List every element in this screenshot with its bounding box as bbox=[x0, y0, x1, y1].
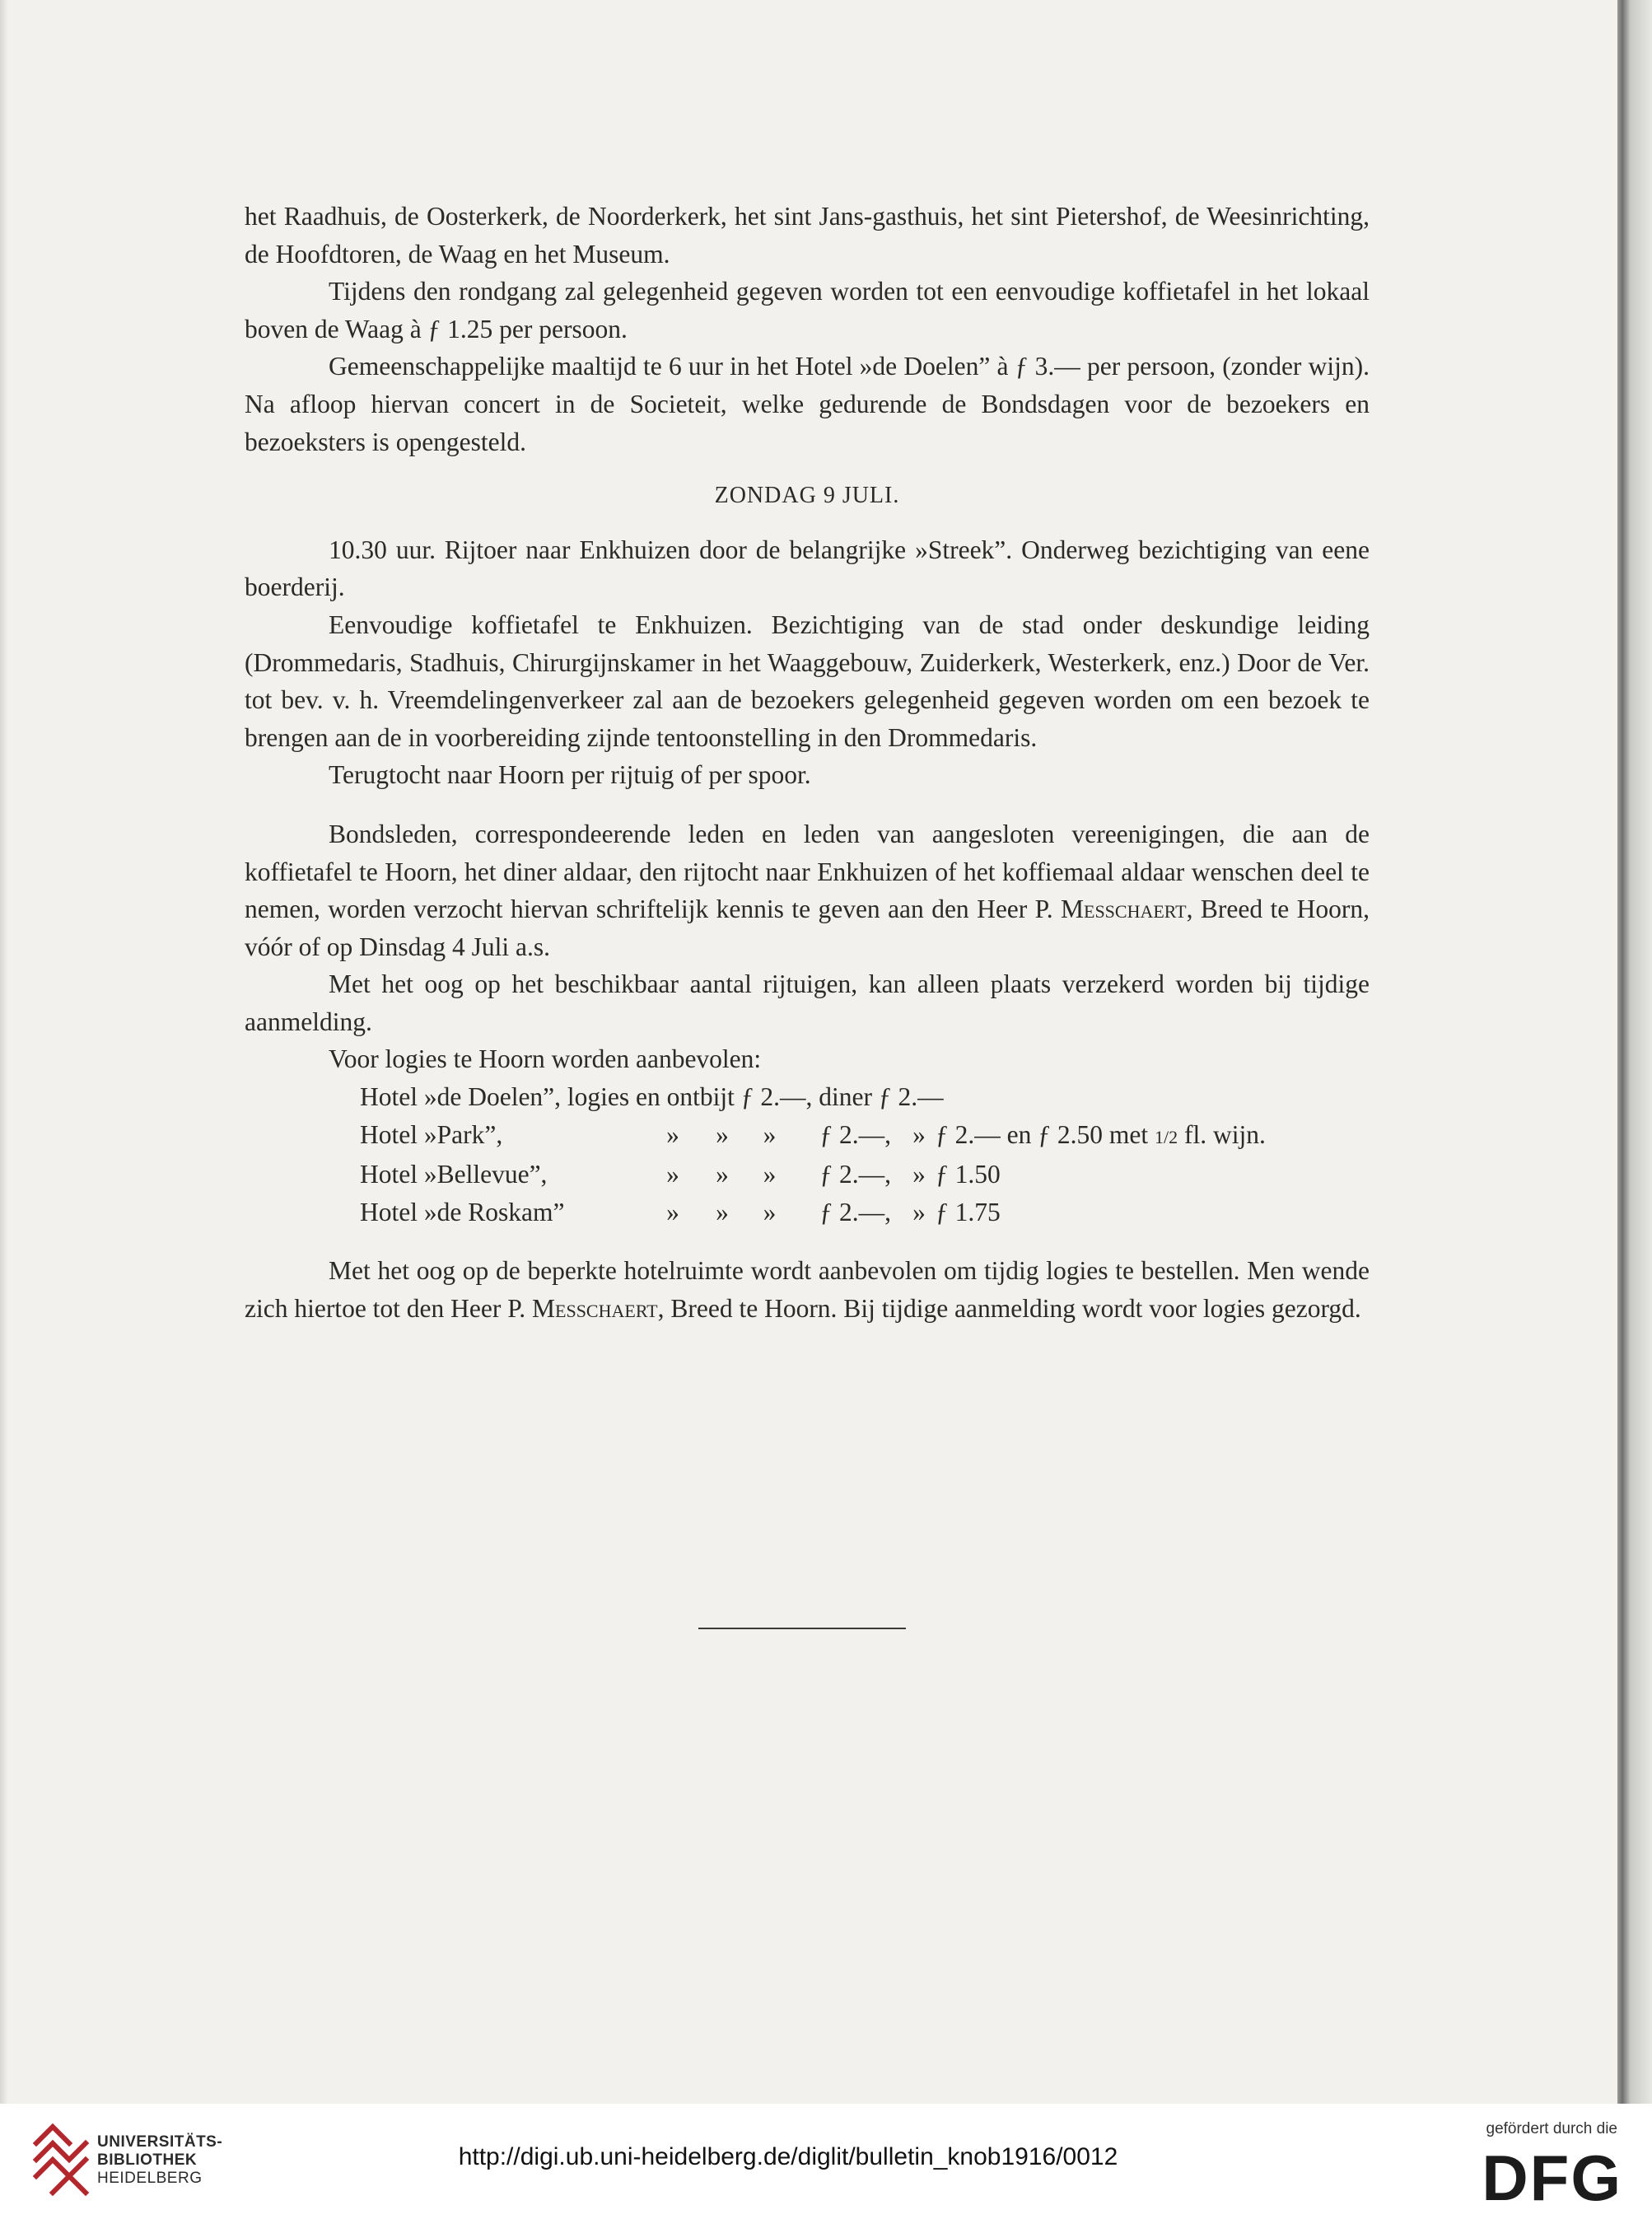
section-divider bbox=[698, 1628, 906, 1629]
hotel-row bbox=[360, 1116, 1370, 1156]
hotel-name: Hotel »Bellevue”, bbox=[360, 1160, 548, 1189]
ditto-mark: » bbox=[716, 1160, 729, 1189]
hotel-entry: Hotel »de Doelen”, logies en ontbijt ƒ 2.—, diner ƒ 2.— bbox=[360, 1082, 944, 1112]
logies-price: ƒ 2.—, bbox=[819, 1197, 891, 1226]
ditto-mark: » bbox=[912, 1160, 926, 1189]
ditto-mark: » bbox=[716, 1119, 729, 1149]
paragraph-7-text-a: Bondsleden, correspondeerende leden en leden van aangesloten vereenigingen, die aan de koffietafel te Hoorn, het diner aldaar, den rijtocht naar Enkhuizen of het koffiemaal aldaar wenschen deel te nemen, worden verzocht hiervan schriftelijk kennis te geven aan den Heer P. bbox=[245, 819, 1370, 924]
ditto-mark: » bbox=[666, 1160, 679, 1189]
diner-price-tail: fl. wijn. bbox=[1178, 1119, 1266, 1149]
ditto-mark: » bbox=[666, 1197, 679, 1226]
logies-price: ƒ 2.—, bbox=[819, 1119, 891, 1149]
library-name-line-2: BIBLIOTHEK bbox=[97, 2151, 198, 2169]
paragraph-4: 10.30 uur. Rijtoer naar Enkhuizen door de belangrijke »Streek”. Onderweg bezichtiging van eene boerderij. bbox=[245, 535, 1370, 602]
ditto-mark: » bbox=[666, 1119, 679, 1149]
document-text bbox=[245, 198, 1370, 1328]
hotel-list bbox=[360, 1078, 1370, 1231]
scan-binding-edge bbox=[1617, 0, 1652, 2104]
ditto-mark: » bbox=[763, 1197, 777, 1226]
person-name: Messchaert bbox=[532, 1294, 658, 1324]
paragraph-2: Tijdens den rondgang zal gelegenheid gegeven worden tot een eenvoudige koffietafel in het lokaal boven de Waag à ƒ 1.25 per persoon. bbox=[245, 277, 1370, 343]
diner-price: ƒ 1.75 bbox=[936, 1197, 1001, 1226]
library-name-line-3: HEIDELBERG bbox=[97, 2170, 203, 2187]
page-edge-shadow bbox=[0, 0, 8, 2104]
paragraph-1: het Raadhuis, de Oosterkerk, de Noorderkerk, het sint Jans-gasthuis, het sint Pietershof, de Weesinrichting, de Hoofdtoren, de Waag en het Museum. bbox=[245, 202, 1370, 269]
dfg-logo: DFG bbox=[1482, 2142, 1622, 2214]
hotel-row bbox=[360, 1194, 1370, 1231]
logies-price: ƒ 2.—, bbox=[819, 1160, 891, 1189]
person-name: Messchaert bbox=[1061, 895, 1187, 924]
paragraph-10-text-b: , Breed te Hoorn. Bij tijdige aanmelding wordt voor logies gezorgd. bbox=[657, 1294, 1361, 1324]
funding-label: gefördert durch die bbox=[1486, 2120, 1617, 2137]
diner-price bbox=[936, 1116, 1266, 1156]
ditto-mark: » bbox=[912, 1119, 926, 1149]
spacer bbox=[245, 794, 1370, 815]
ditto-mark: » bbox=[912, 1197, 926, 1226]
spacer bbox=[245, 515, 1370, 531]
permalink-url[interactable]: http://digi.ub.uni-heidelberg.de/diglit/bulletin_knob1916/0012 bbox=[458, 2143, 1118, 2170]
section-heading: ZONDAG 9 JULI. bbox=[714, 483, 900, 509]
spacer bbox=[245, 1231, 1370, 1252]
paragraph-3: Gemeenschappelijke maaltijd te 6 uur in het Hotel »de Doelen” à ƒ 3.— per persoon, (zonder wijn). Na afloop hiervan concert in de Societeit, welke gedurende de Bondsdagen voor de bezoekers en bezoeksters is opengesteld. bbox=[245, 352, 1370, 456]
spacer bbox=[245, 460, 1370, 477]
paragraph-10-text-a: Met het oog op de beperkte hotelruimte wordt aanbevolen om tijdig logies te bestellen. Men wende zich hiertoe tot den Heer P. bbox=[245, 1256, 1370, 1324]
paragraph-7-text-b: , Breed te Hoorn, vóór of op Dinsdag 4 Juli a.s. bbox=[245, 895, 1370, 961]
hotel-row bbox=[360, 1078, 1370, 1116]
diner-price: ƒ 1.50 bbox=[936, 1160, 1001, 1189]
paragraph-8: Met het oog op het beschikbaar aantal rijtuigen, kan alleen plaats verzekerd worden bij tijdige aanmelding. bbox=[245, 969, 1370, 1036]
hotel-name: Hotel »de Roskam” bbox=[360, 1197, 565, 1226]
fraction: 1/2 bbox=[1154, 1126, 1178, 1147]
ditto-mark: » bbox=[716, 1197, 729, 1226]
hotel-row bbox=[360, 1156, 1370, 1194]
ditto-mark: » bbox=[763, 1119, 777, 1149]
paragraph-7 bbox=[245, 815, 1370, 965]
paragraph-6: Terugtocht naar Hoorn per rijtuig of per spoor. bbox=[329, 760, 811, 790]
paragraph-10 bbox=[245, 1252, 1370, 1327]
diner-price-text: ƒ 2.— en ƒ 2.50 met bbox=[936, 1119, 1155, 1149]
hotel-name: Hotel »Park”, bbox=[360, 1119, 503, 1149]
ditto-mark: » bbox=[763, 1160, 777, 1189]
paragraph-9: Voor logies te Hoorn worden aanbevolen: bbox=[329, 1044, 762, 1074]
library-name-line-1: UNIVERSITÄTS- bbox=[97, 2133, 223, 2151]
paragraph-5: Eenvoudige koffietafel te Enkhuizen. Bezichtiging van de stad onder deskundige leiding (Drommedaris, Stadhuis, Chirurgijnskamer in het Waaggebouw, Zuiderkerk, Westerkerk, enz.) Door de Ver. tot bev. v. h. Vreemdelingenverkeer zal aan de bezoekers gelegenheid gegeven worden om een bezoek te brengen aan de in voorbereiding zijnde tentoonstelling in den Drommedaris. bbox=[245, 610, 1370, 752]
footer-bar bbox=[0, 2104, 1652, 2219]
